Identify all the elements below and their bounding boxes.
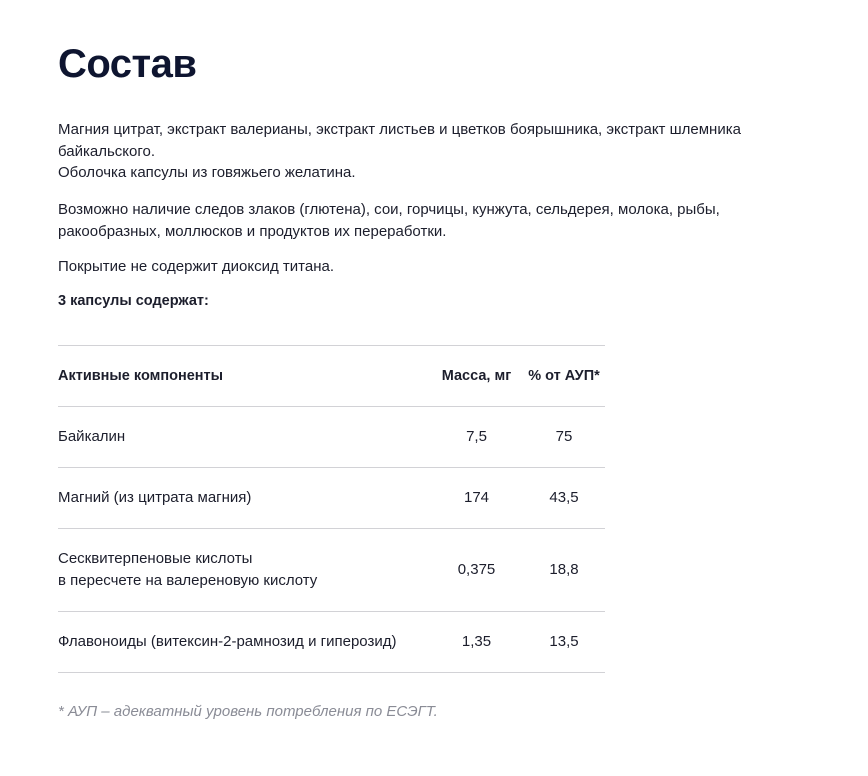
table-row [58,529,605,612]
component-name-line: Сесквитерпеновые кислоты [58,550,253,567]
header-components: Активные компоненты [58,346,430,407]
header-percent: % от АУП* [523,346,605,407]
capsule-shell-line: Оболочка капсулы из говяжьего желатина. [58,164,356,181]
component-mass: 1,35 [430,612,523,673]
component-name [58,612,430,673]
component-name-line: Флавоноиды (витексин-2-рамнозид и гиперозид) [58,633,397,650]
component-percent: 18,8 [523,529,605,612]
component-mass: 7,5 [430,407,523,468]
component-mass: 174 [430,468,523,529]
coating-note: Покрытие не содержит диоксид титана. [58,258,335,275]
component-percent: 43,5 [523,468,605,529]
table-header-row [58,346,605,407]
component-name [58,468,430,529]
composition-line: Магния цитрат, экстракт валерианы, экстракт листьев и цветков боярышника, экстракт шлемника [58,121,741,138]
composition-text [58,119,798,184]
header-mass: Масса, мг [430,346,523,407]
component-name-line: Магний (из цитрата магния) [58,489,252,506]
component-name [58,529,430,612]
component-mass: 0,375 [430,529,523,612]
allergens-line: ракообразных, моллюсков и продуктов их переработки. [58,222,447,240]
component-name-line: в пересчете на валереновую кислоту [58,572,318,589]
footnote: * АУП – адекватный уровень потребления по ЕСЭГТ. [58,703,438,720]
component-percent: 13,5 [523,612,605,673]
page-title: Состав [58,42,197,86]
allergens-line: Возможно наличие следов злаков (глютена), сои, горчицы, кунжута, сельдерея, молока, рыбы, [58,201,720,218]
table-row [58,407,605,468]
table-row [58,612,605,673]
component-percent: 75 [523,407,605,468]
component-name [58,407,430,468]
active-components-table [58,345,605,673]
component-name-line: Байкалин [58,428,126,445]
serving-heading: 3 капсулы содержат: [58,293,209,309]
composition-line: байкальского. [58,142,155,160]
table-row [58,468,605,529]
allergens-text [58,199,798,242]
